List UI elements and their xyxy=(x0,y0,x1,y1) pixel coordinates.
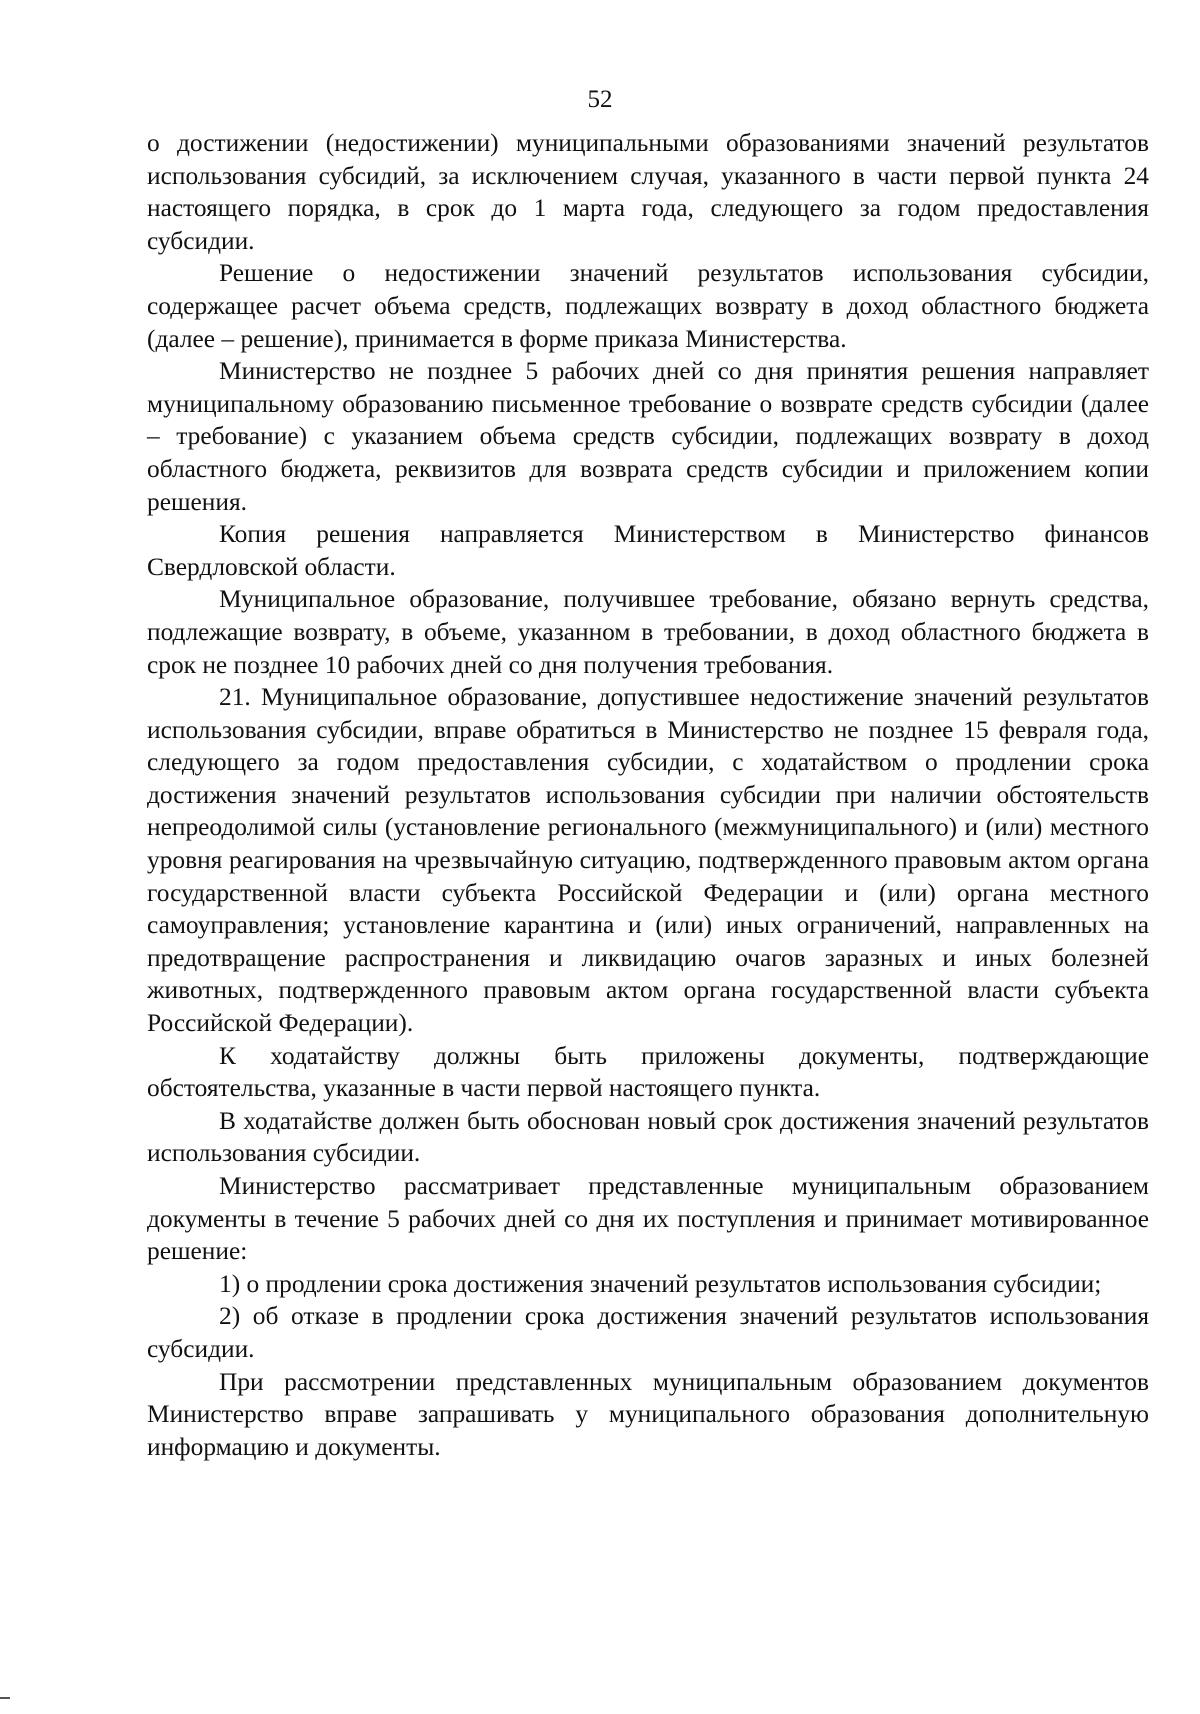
paragraph-attached-documents: К ходатайству должны быть приложены документы, подтверждающие обстоятельства, указанные в части первой настоящего пункта. xyxy=(147,1041,1149,1103)
paragraph-copy-to-finance: Копия решения направляется Министерством в Министерство финансов Свердловской области. xyxy=(147,520,1149,581)
list-item-refusal: 2) об отказе в продлении срока достижения значений результатов использования субсидии. xyxy=(147,1302,1149,1363)
paragraph-return-requirement: Министерство не позднее 5 рабочих дней со дня принятия решения направляет муниципальному образованию письменное требование о возврате средств субсидии (далее – требование) с указанием объема средств субсидии, подлежащих возврату в доход областного бюджета, реквизитов для возврата средств субсидии и приложением копии решения. xyxy=(147,357,1149,516)
paragraph-item-21: 21. Муниципальное образование, допустившее недостижение значений результатов использования субсидии, вправе обратиться в Министерство не позднее 15 февраля года, следующего за годом предоставления субсидии, с ходатайством о продлении срока достижения значений результатов использования субсидии при наличии обстоятельств непреодолимой силы (установление регионального (межмуниципального) и (или) местного уровня реагирования на чрезвычайную ситуацию, подтвержденного правовым актом органа государственной власти субъекта Российской Федерации и (или) органа местного самоуправления; установление карантина и (или) иных ограничений, направленных на предотвращение распространения и ликвидацию очагов заразных и иных болезней животных, подтвержденного правовым актом органа государственной власти субъекта Российской Федерации). xyxy=(147,683,1149,1038)
list-item-extension: 1) о продлении срока достижения значений результатов использования субсидии; xyxy=(219,1269,1102,1298)
paragraph-new-deadline: В ходатайстве должен быть обоснован новый срок достижения значений результатов использования субсидии. xyxy=(147,1106,1149,1168)
paragraph-continuation: о достижении (недостижении) муниципальными образованиями значений результатов использования субсидий, за исключением случая, указанного в части первой пункта 24 настоящего порядка, в срок до 1 марта года, следующего за годом предоставления субсидии. xyxy=(147,129,1149,255)
page-number: 52 xyxy=(587,86,613,113)
paragraph-decision-form: Решение о недостижении значений результатов использования субсидии, содержащее расчет объема средств, подлежащих возврату в доход областного бюджета (далее – решение), принимается в форме приказа Министерства. xyxy=(147,259,1149,353)
paragraph-ministry-review: Министерство рассматривает представленные муниципальным образованием документы в течение 5 рабочих дней со дня их поступления и принимает мотивированное решение: xyxy=(147,1172,1149,1266)
paragraph-additional-information: При рассмотрении представленных муниципальным образованием документов Министерство вправе запрашивать у муниципального образования дополнительную информацию и документы. xyxy=(147,1367,1149,1461)
scan-edge-mark xyxy=(0,1697,10,1699)
document-body xyxy=(147,127,1149,1463)
paragraph-return-obligation: Муниципальное образование, получившее требование, обязано вернуть средства, подлежащие возврату, в объеме, указанном в требовании, в доход областного бюджета в срок не позднее 10 рабочих дней со дня получения требования. xyxy=(147,585,1149,679)
